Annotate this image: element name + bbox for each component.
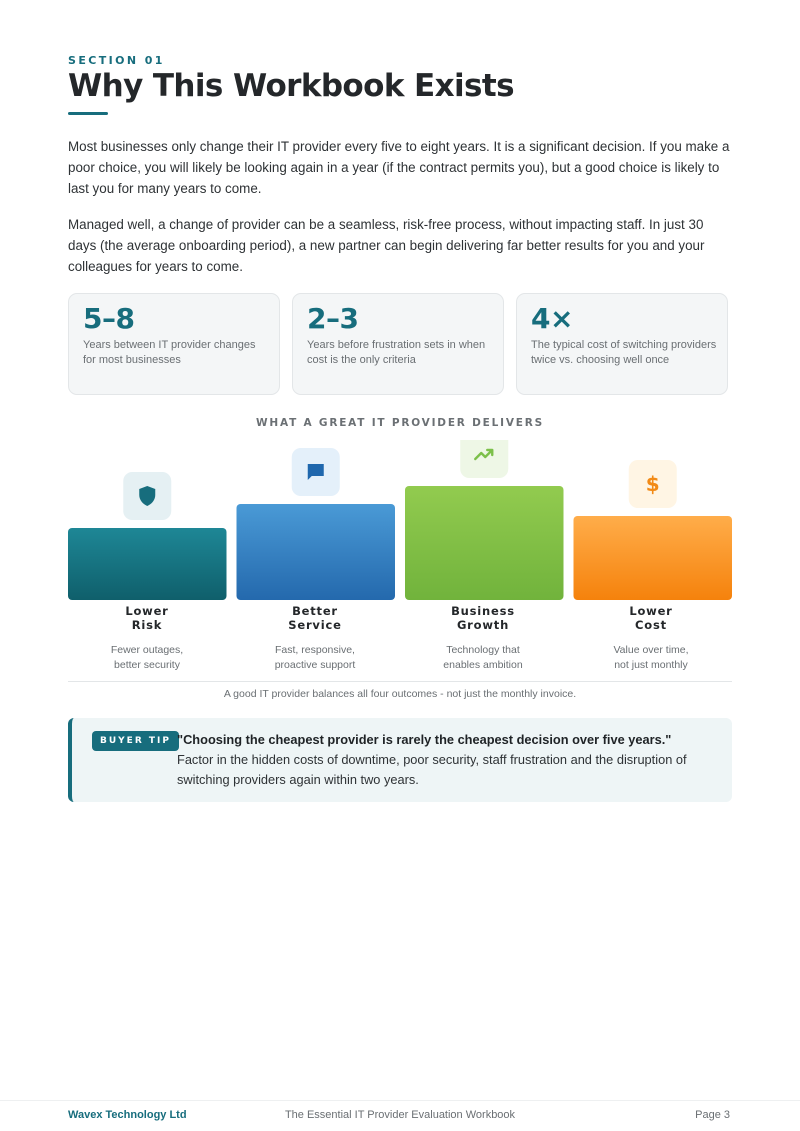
chart-divider (68, 681, 732, 682)
category-subtitle (68, 643, 226, 673)
category-label-business-growth (404, 604, 562, 632)
stat-value: 2–3 (307, 302, 359, 335)
title-underline (68, 112, 108, 115)
dollar-icon (629, 460, 677, 508)
buyer-tip-badge: BUYER TIP (92, 731, 179, 751)
buyer-tip-body: Factor in the hidden costs of downtime, poor security, staff frustration and the disruption of switching providers again within two years. (177, 752, 687, 787)
trending-up-icon (460, 440, 508, 478)
section-label: SECTION 01 (68, 54, 165, 67)
footer-divider (0, 1100, 800, 1101)
stat-value: 4× (531, 302, 573, 335)
chart-title: WHAT A GREAT IT PROVIDER DELIVERS (256, 417, 544, 429)
category-label-line: Lower (629, 604, 673, 618)
footer-page-number: Page 3 (695, 1109, 730, 1121)
category-label-better-service (236, 604, 394, 632)
footer-document-title: The Essential IT Provider Evaluation Workbook (284, 1109, 516, 1121)
category-subtitle (572, 643, 730, 673)
intro-paragraph-2: Managed well, a change of provider can be a seamless, risk-free process, without impacting staff. In just 30 days (the average onboarding period), a new partner can begin delivering far better results for you and your colleagues for years to come. (68, 217, 705, 274)
category-label-line: Lower (125, 604, 169, 618)
subtitle-line: better security (114, 659, 180, 671)
stat-card-frustration (292, 293, 504, 395)
bar-better-service (237, 504, 396, 600)
page-title: Why This Workbook Exists (68, 68, 514, 104)
subtitle-line: Value over time, (613, 644, 689, 656)
chart-caption: A good IT provider balances all four outcomes - not just the monthly invoice. (223, 688, 577, 700)
category-label-line: Service (288, 618, 342, 632)
svg-text:$: $ (645, 472, 660, 496)
stat-card-provider-changes (68, 293, 280, 395)
category-label-line: Business (451, 604, 515, 618)
stat-description: Years before frustration sets in when cost is the only criteria (307, 339, 486, 366)
bar-business-growth (405, 486, 564, 600)
stat-description: The typical cost of switching providers twice vs. choosing well once (531, 339, 717, 366)
category-label-lower-cost (572, 604, 730, 632)
chat-icon (292, 448, 340, 496)
category-subtitle (236, 643, 394, 673)
buyer-tip-callout (68, 718, 732, 802)
buyer-tip-text (177, 730, 707, 790)
buyer-tip-quote: "Choosing the cheapest provider is rarely the cheapest decision over five years." (177, 732, 672, 747)
subtitle-line: Technology that (446, 644, 520, 656)
stat-description: Years between IT provider changes for most businesses (83, 339, 256, 366)
bar-lower-risk (68, 528, 227, 600)
bar-lower-cost (574, 516, 733, 600)
category-label-lower-risk (68, 604, 226, 632)
subtitle-line: not just monthly (614, 659, 688, 671)
stat-value: 5–8 (83, 302, 135, 335)
subtitle-line: Fast, responsive, (275, 644, 355, 656)
category-label-line: Risk (131, 618, 163, 632)
outcomes-bar-chart (68, 440, 732, 600)
category-subtitle (404, 643, 562, 673)
shield-icon (123, 472, 171, 520)
category-label-line: Growth (456, 618, 510, 632)
intro-paragraph-1: Most businesses only change their IT provider every five to eight years. It is a significant decision. If you make a poor choice, you will likely be looking again in a year (if the contract permits you), but a good choice is likely to last you for many years to come. (68, 139, 730, 196)
subtitle-line: enables ambition (443, 659, 523, 671)
stat-card-switching-cost (516, 293, 728, 395)
category-label-line: Cost (635, 618, 667, 632)
subtitle-line: Fewer outages, (110, 644, 184, 656)
footer-company: Wavex Technology Ltd (68, 1109, 187, 1121)
category-label-line: Better (292, 604, 338, 618)
subtitle-line: proactive support (274, 659, 356, 671)
